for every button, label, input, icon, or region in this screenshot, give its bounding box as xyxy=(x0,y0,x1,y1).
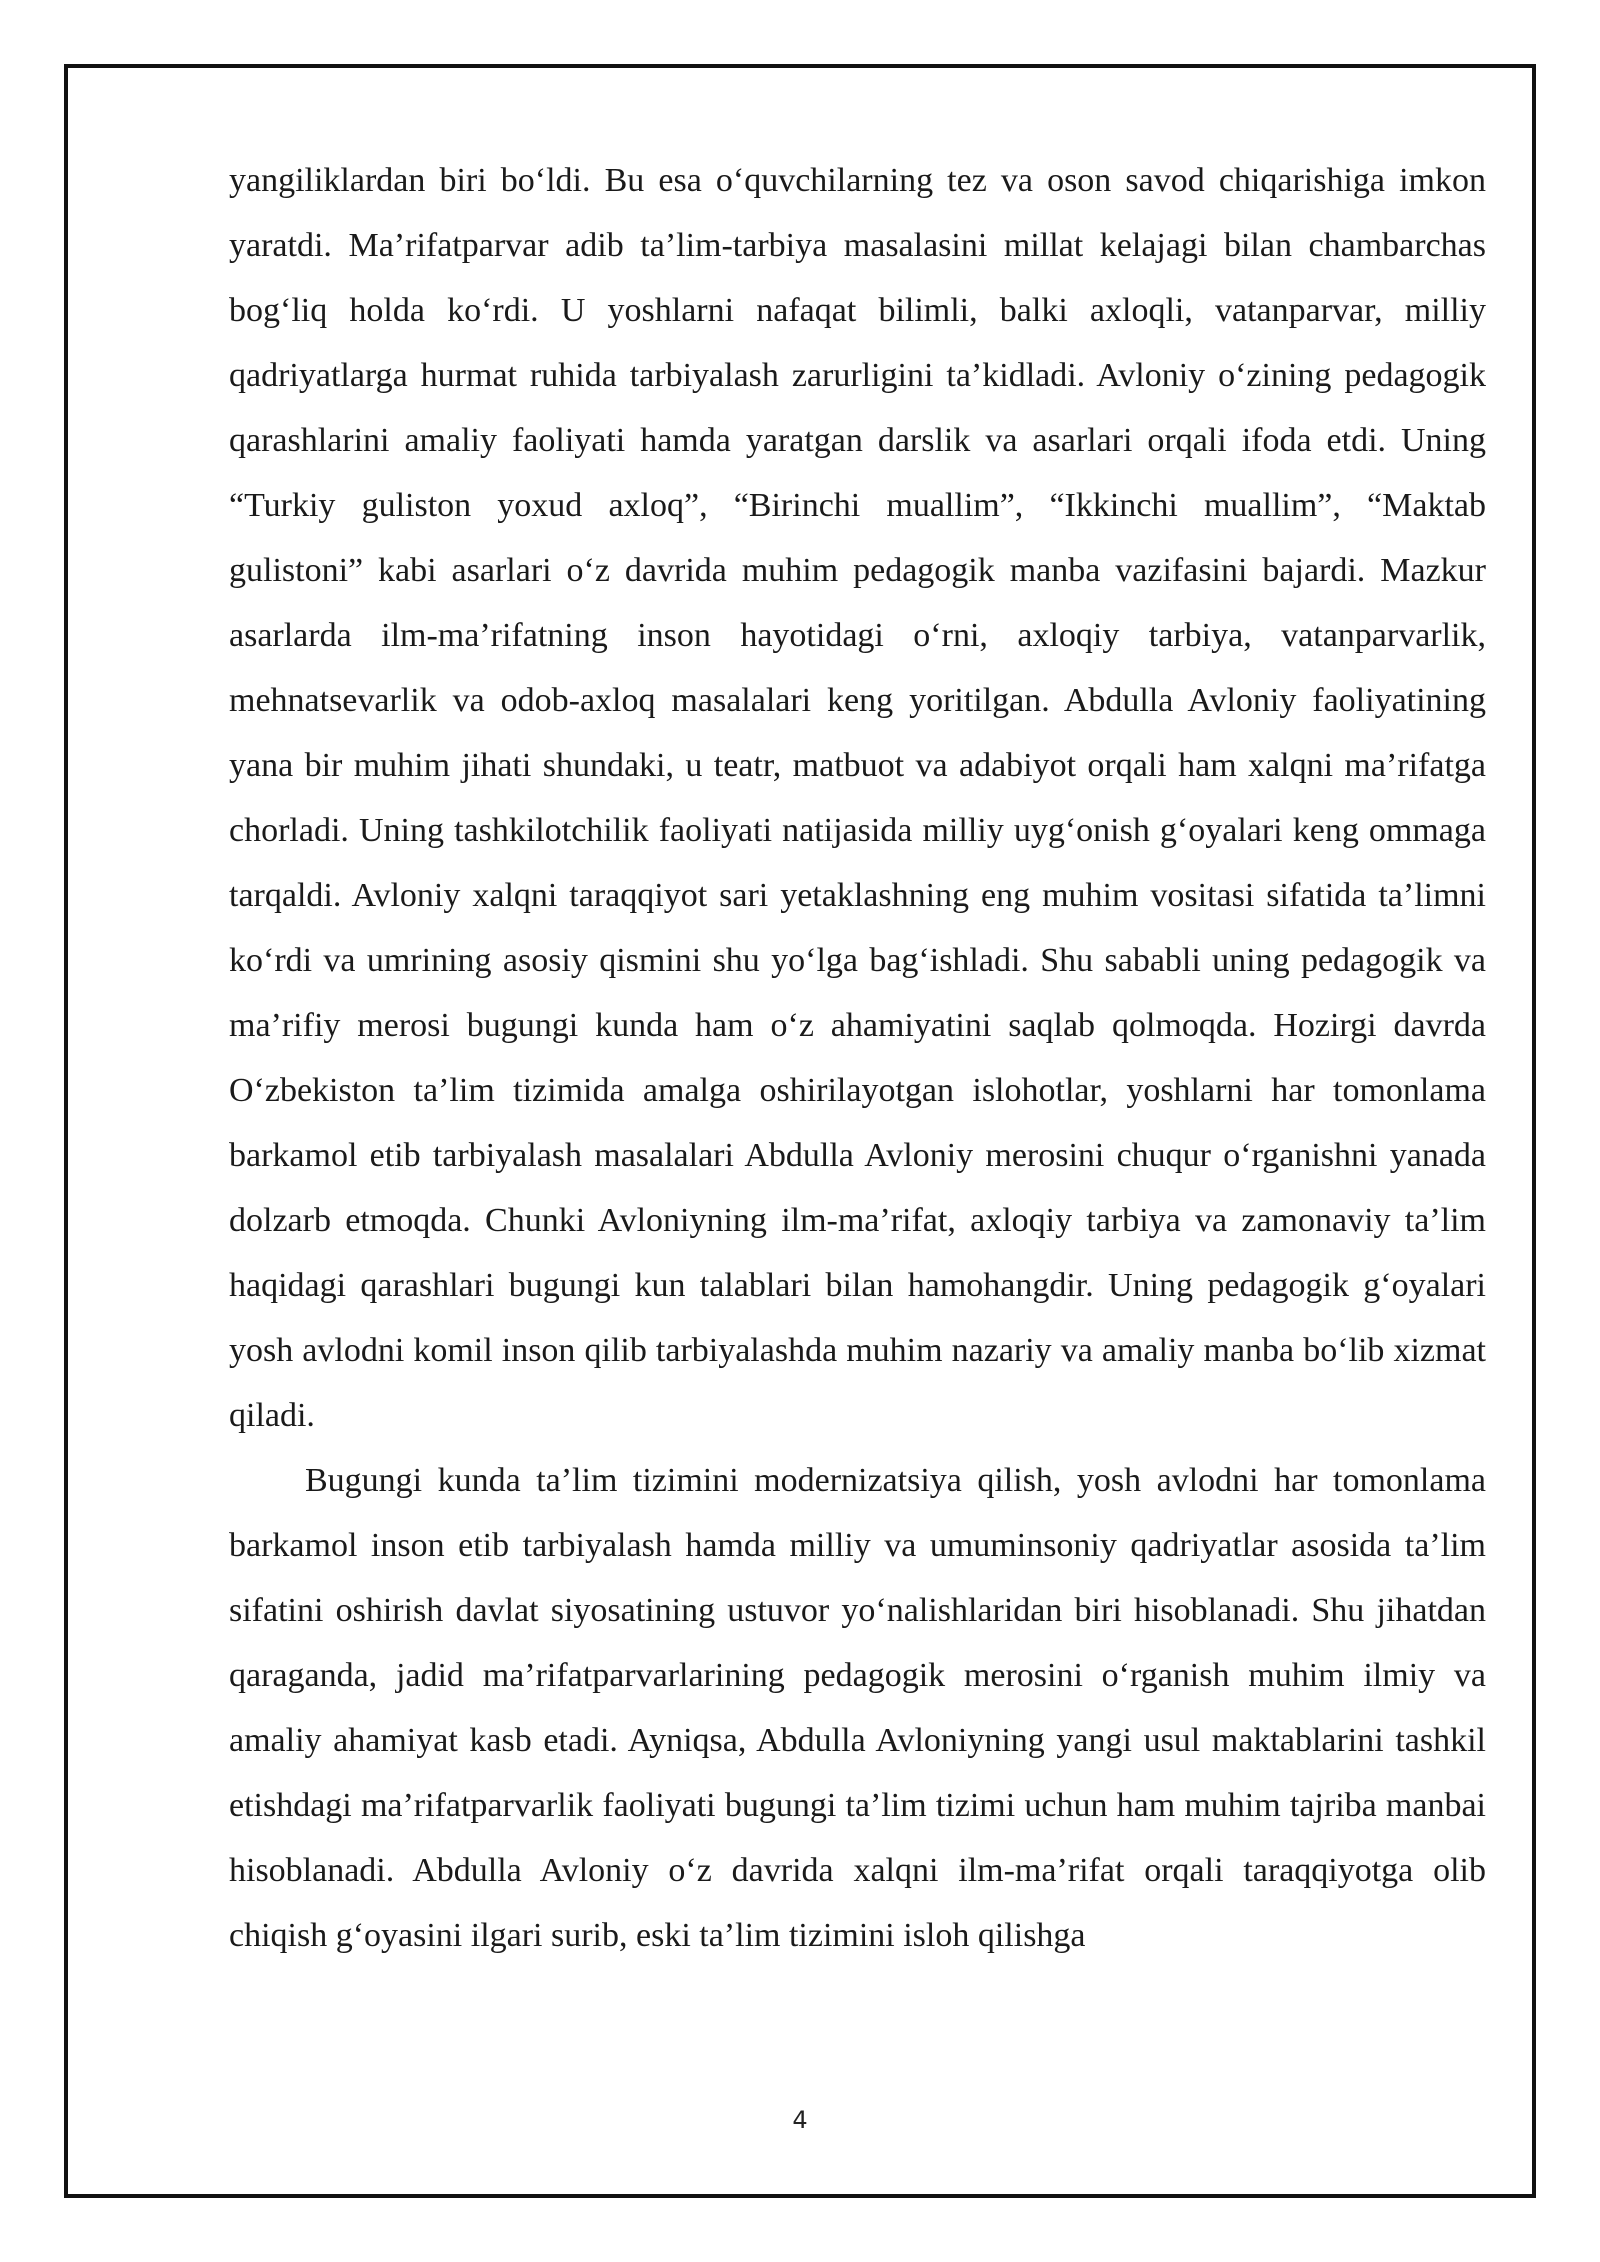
body-text xyxy=(229,148,1486,1968)
page-number: 4 xyxy=(792,2106,808,2134)
paragraph: Bugungi kunda ta’lim tizimini modernizatsiya qilish, yosh avlodni har tomonlama barkamol inson etib tarbiyalash hamda milliy va umuminsoniy qadriyatlar asosida ta’lim sifatini oshirish davlat siyosatining ustuvor yo‘nalishlaridan biri hisoblanadi. Shu jihatdan qaraganda, jadid ma’rifatparvarlarining pedagogik merosini o‘rganish muhim ilmiy va amaliy ahamiyat kasb etadi. Ayniqsa, Abdulla Avloniyning yangi usul maktablarini tashkil etishdagi ma’rifatparvarlik faoliyati bugungi ta’lim tizimi uchun ham muhim tajriba manbai hisoblanadi. Abdulla Avloniy o‘z davrida xalqni ilm-ma’rifat orqali taraqqiyotga olib chiqish g‘oyasini ilgari surib, eski ta’lim tizimini isloh qilishga xyxy=(229,1462,1486,1954)
paragraph-continued: yangiliklardan biri bo‘ldi. Bu esa o‘quvchilarning tez va oson savod chiqarishiga imkon yaratdi. Ma’rifatparvar adib ta’lim-tarbiya masalasini millat kelajagi bilan chambarchas bog‘liq holda ko‘rdi. U yoshlarni nafaqat bilimli, balki axloqli, vatanparvar, milliy qadriyatlarga hurmat ruhida tarbiyalash zarurligini ta’kidladi. Avloniy o‘zining pedagogik qarashlarini amaliy faoliyati hamda yaratgan darslik va asarlari orqali ifoda etdi. Uning “Turkiy guliston yoxud axloq”, “Birinchi muallim”, “Ikkinchi muallim”, “Maktab gulistoni” kabi asarlari o‘z davrida muhim pedagogik manba vazifasini bajardi. Mazkur asarlarda ilm-ma’rifatning inson hayotidagi o‘rni, axloqiy tarbiya, vatanparvarlik, mehnatsevarlik va odob-axloq masalalari keng yoritilgan. Abdulla Avloniy faoliyatining yana bir muhim jihati shundaki, u teatr, matbuot va adabiyot orqali ham xalqni ma’rifatga chorladi. Uning tashkilotchilik faoliyati natijasida milliy uyg‘onish g‘oyalari keng ommaga tarqaldi. Avloniy xalqni taraqqiyot sari yetaklashning eng muhim vositasi sifatida ta’limni ko‘rdi va umrining asosiy qismini shu yo‘lga bag‘ishladi. Shu sababli uning pedagogik va ma’rifiy merosi bugungi kunda ham o‘z ahamiyatini saqlab qolmoqda. Hozirgi davrda O‘zbekiston ta’lim tizimida amalga oshirilayotgan islohotlar, yoshlarni har tomonlama barkamol etib tarbiyalash masalalari Abdulla Avloniy merosini chuqur o‘rganishni yanada dolzarb etmoqda. Chunki Avloniyning ilm-ma’rifat, axloqiy tarbiya va zamonaviy ta’lim haqidagi qarashlari bugungi kun talablari bilan hamohangdir. Uning pedagogik g‘oyalari yosh avlodni komil inson qilib tarbiyalashda muhim nazariy va amaliy manba bo‘lib xizmat qiladi. xyxy=(229,162,1486,1434)
